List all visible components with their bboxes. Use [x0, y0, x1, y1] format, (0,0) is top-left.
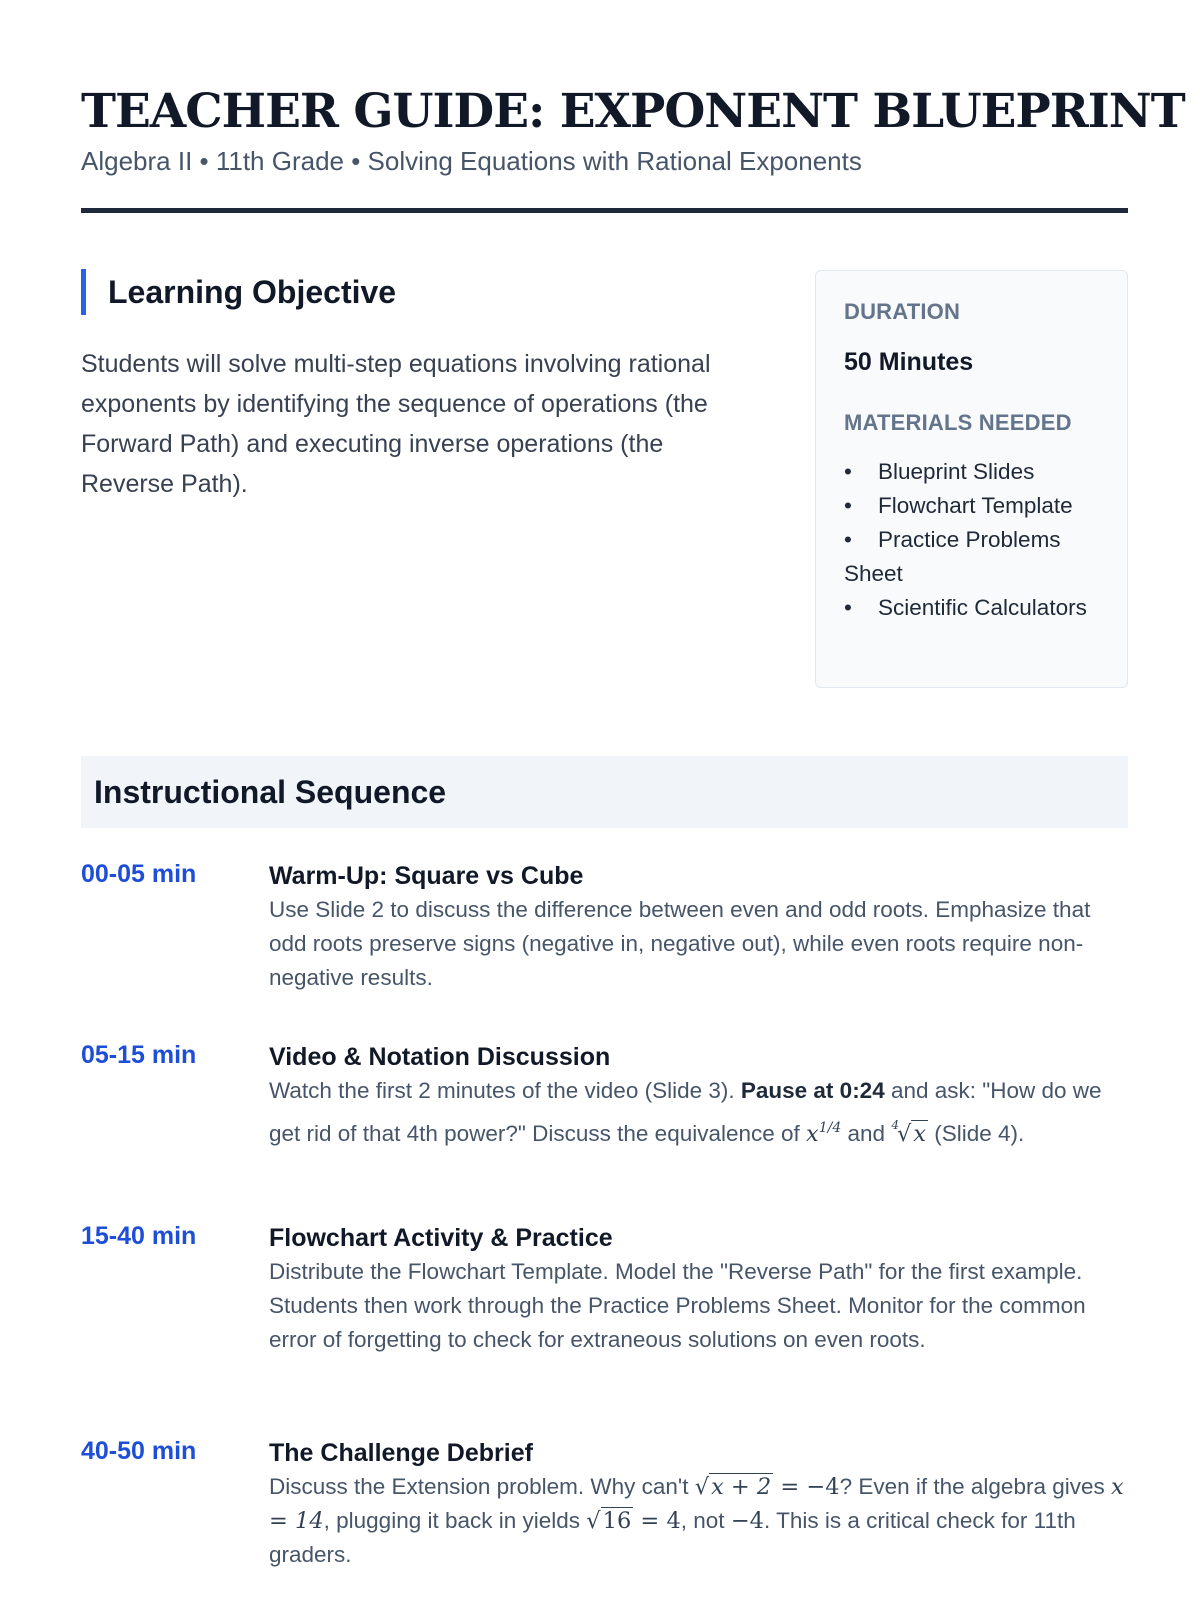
bullet-icon: •	[844, 459, 852, 484]
title-divider	[81, 208, 1128, 213]
math-fourth-root: $^4$√x	[891, 1118, 927, 1147]
sequence-description: Distribute the Flowchart Template. Model the "Reverse Path" for the first example. Students then work through the Practice Problems Sheet. Monitor for the common error of forgetting to check for extraneous solutions on even roots.	[269, 1259, 1086, 1352]
sequence-description: Discuss the Extension problem. Why can't √x + 2 = −4? Even if the algebra gives x = 14, plugging it back in yields √16 = 4, not −4. This is a critical check for 11th graders.	[269, 1470, 1128, 1572]
pause-emphasis: Pause at 0:24	[740, 1078, 885, 1103]
sequence-body	[269, 1437, 1128, 1572]
sequence-body	[269, 860, 1128, 995]
materials-item: • Blueprint Slides	[844, 455, 1114, 489]
sequence-time: 40-50 min	[81, 1437, 197, 1465]
materials-item: • Practice Problems Sheet	[844, 523, 1114, 591]
sequence-section-header	[81, 756, 1128, 828]
bullet-icon: •	[844, 527, 852, 552]
sequence-time: 15-40 min	[81, 1222, 197, 1250]
math-power: $x^{1/4}$	[806, 1120, 842, 1147]
bullet-icon: •	[844, 595, 852, 620]
sequence-body	[269, 1222, 1128, 1357]
objective-text: Students will solve multi-step equations involving rational exponents by identifying the sequence of operations (the Forward Path) and executing inverse operations (the Reverse Path).	[81, 350, 711, 498]
sequence-title: Video & Notation Discussion	[269, 1043, 611, 1071]
objective-header	[81, 269, 396, 315]
math-check: √16 = 4	[586, 1508, 681, 1534]
materials-list	[844, 455, 1127, 625]
math-root-equation: √x + 2 = −4	[694, 1474, 840, 1500]
bullet-icon: •	[844, 493, 852, 518]
page-subtitle: Algebra II • 11th Grade • Solving Equations with Rational Exponents	[81, 146, 862, 176]
sequence-title: Warm-Up: Square vs Cube	[269, 862, 584, 890]
sequence-heading: Instructional Sequence	[94, 773, 447, 810]
sequence-time: 05-15 min	[81, 1041, 197, 1069]
page-title: TEACHER GUIDE: EXPONENT BLUEPRINT	[81, 84, 1185, 139]
materials-label: MATERIALS NEEDED	[844, 410, 1072, 435]
sequence-title: Flowchart Activity & Practice	[269, 1224, 613, 1252]
math-solution: x = 14	[269, 1474, 1124, 1534]
sequence-title: The Challenge Debrief	[269, 1439, 533, 1467]
materials-item: • Scientific Calculators	[844, 591, 1114, 625]
materials-item: • Flowchart Template	[844, 489, 1114, 523]
duration-value: 50 Minutes	[844, 348, 974, 376]
sequence-description: Watch the first 2 minutes of the video (Slide 3). Pause at 0:24 and ask: "How do we get rid of that 4th power?" Discuss the equivalence of $x^{1/4}$ and $^4$√x (Slide 4).	[269, 1074, 1128, 1151]
objective-accent-bar	[81, 269, 86, 315]
sequence-body	[269, 1041, 1128, 1151]
objective-heading: Learning Objective	[108, 273, 397, 310]
math-negative-four: −4	[730, 1508, 764, 1534]
duration-label: DURATION	[844, 299, 961, 324]
lesson-info-card	[815, 270, 1128, 688]
sequence-description: Use Slide 2 to discuss the difference between even and odd roots. Emphasize that odd roots preserve signs (negative in, negative out), while even roots require non-negative results.	[269, 897, 1091, 990]
sequence-time: 00-05 min	[81, 860, 197, 888]
